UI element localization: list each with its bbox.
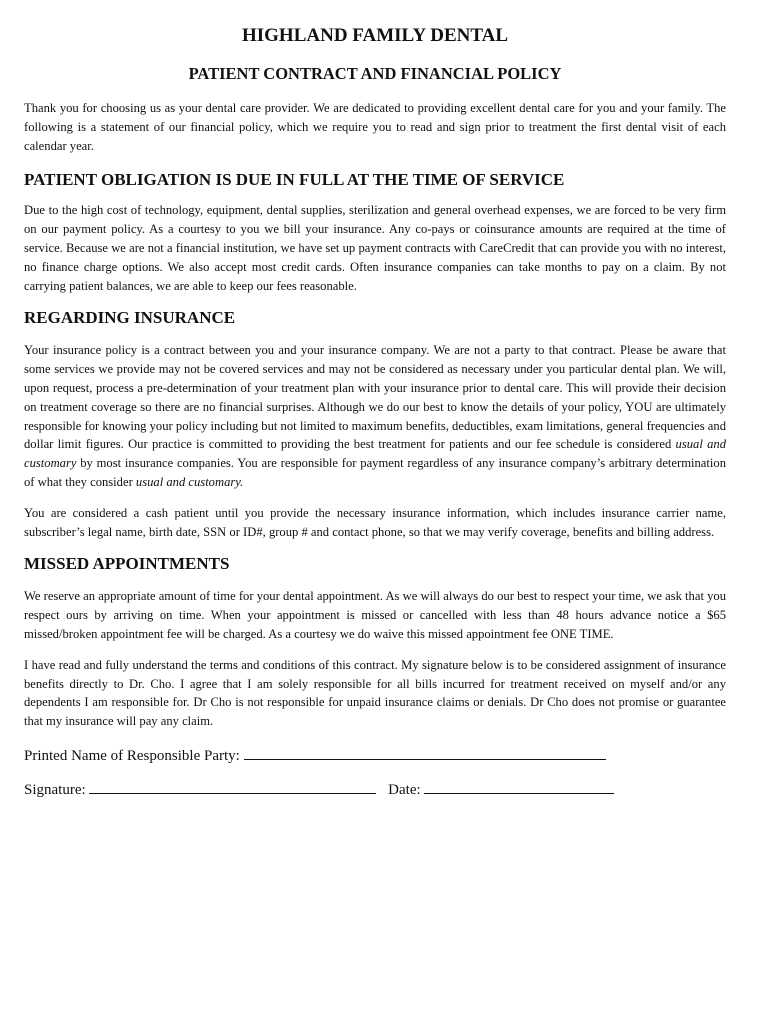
signature-row — [24, 779, 726, 800]
insurance-italic-2: usual and customary. — [135, 474, 244, 489]
signature-line[interactable] — [89, 779, 376, 794]
signature-label: Signature: — [24, 781, 86, 798]
insurance-paragraph — [24, 341, 726, 491]
intro-paragraph: Thank you for choosing us as your dental care provider. We are dedicated to providing excellent dental care for you and your family. The following is a statement of our financial policy, which we require you to read and sign prior to treatment the first dental visit of each calendar year. — [24, 101, 726, 153]
practice-title: HIGHLAND FAMILY DENTAL — [241, 25, 509, 46]
obligation-paragraph: Due to the high cost of technology, equipment, dental supplies, sterilization and general overhead expenses, we are forced to be very firm on our payment policy. As a courtesy to you we bill your insurance. Any co-pays or coinsurance amounts are required at the time of service. Because we are not a financial institution, we have set up payment contracts with CareCredit that can provide you with no interest, no finance charge options. We also accept most credit cards. Often insurance companies can take months to pay on a claim. By not carrying patient balances, we are able to keep our fees reasonable. — [24, 203, 726, 293]
insurance-italic-1: usual and customary — [24, 437, 726, 471]
date-line[interactable] — [424, 779, 614, 794]
insurance-text-2: by most insurance companies. You are responsible for payment regardless of any insurance company’s arbitrary determination of what they consider — [24, 456, 726, 489]
date-label: Date: — [388, 781, 421, 798]
missed-paragraph: We reserve an appropriate amount of time for your dental appointment. As we will always do our best to respect your time, we ask that you respect ours by arriving on time. When your appointment is missed or cancelled with less than 48 hours advance notice a $65 missed/broken appointment fee will be charged. As a courtesy we do waive this missed appointment fee ONE TIME. — [24, 589, 726, 641]
agreement-paragraph: I have read and fully understand the terms and conditions of this contract. My signature below is to be considered assignment of insurance benefits directly to Dr. Cho. I agree that I am solely responsible for all bills incurred for treatment received on myself and/or any dependents I am responsible for. Dr Cho is not responsible for unpaid insurance claims or denials. Dr Cho does not promise or guarantee that my insurance will pay any claim. — [24, 657, 726, 729]
printed-name-row — [24, 745, 726, 766]
obligation-heading: PATIENT OBLIGATION IS DUE IN FULL AT THE TIME OF SERVICE — [24, 170, 565, 190]
printed-name-line[interactable] — [244, 745, 606, 760]
insurance-heading: REGARDING INSURANCE — [24, 308, 236, 328]
cash-patient-paragraph: You are considered a cash patient until you provide the necessary insurance information, which includes insurance carrier name, subscriber’s legal name, birth date, SSN or ID#, group # and contact phone, so that we may verify coverage, benefits and billing address. — [24, 505, 726, 539]
insurance-text-1: Your insurance policy is a contract between you and your insurance company. We are not a party to that contract. Please be aware that some services we provide may not be covered services and may not be considered as necessary under you particular dental plan. We will, upon request, process a pre-determination of your treatment plan with your insurance prior to dental care. This will provide their decision on treatment coverage so there are no financial surprises. Although we do our best to know the details of your policy, YOU are ultimately responsible for knowing your policy including but not limited to maximum benefits, deductibles, exam limitations, general frequencies and dollar limit figures. Our practice is committed to providing the best treatment for patients and our fee schedule is considered — [24, 343, 726, 452]
document-subtitle: PATIENT CONTRACT AND FINANCIAL POLICY — [188, 64, 562, 83]
missed-heading: MISSED APPOINTMENTS — [24, 554, 230, 574]
printed-name-label: Printed Name of Responsible Party: — [24, 747, 240, 764]
